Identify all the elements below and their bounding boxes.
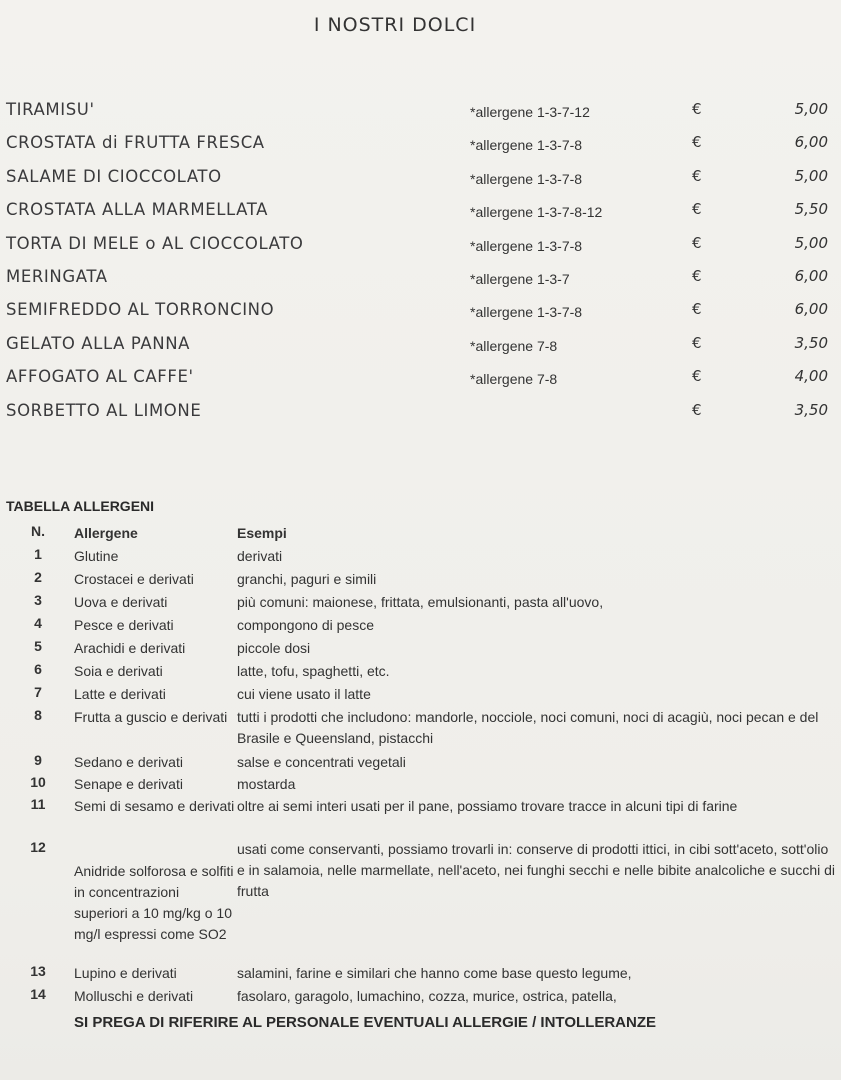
allergen-examples: usati come conservanti, possiamo trovarli in: conserve di prodotti ittici, in cibi sott'aceto, sott'olio e in salamoia, nelle marmellate, nell'aceto, nei funghi secchi e nelle bibite analcoliche e succhi di frutta <box>237 841 836 899</box>
allergen-examples: fasolaro, garagolo, lumachino, cozza, murice, ostrica, patella, <box>237 988 617 1004</box>
dessert-price: 4,00 <box>794 367 828 386</box>
menu-item <box>6 234 836 267</box>
currency-symbol: € <box>692 400 702 419</box>
dessert-allergens: *allergene 7-8 <box>470 371 558 388</box>
allergen-name: Anidride solforosa e solfiti in concentrazioni superiori a 10 mg/kg o 10 mg/l espressi come SO2 <box>74 863 234 942</box>
dessert-price: 5,00 <box>794 100 828 118</box>
header-allergen: Allergene <box>74 525 138 541</box>
currency-symbol: € <box>692 367 702 386</box>
allergen-name: Senape e derivati <box>74 776 183 792</box>
allergen-examples: derivati <box>237 548 283 564</box>
allergen-num: 10 <box>30 774 46 790</box>
currency-symbol: € <box>692 200 702 219</box>
currency-symbol: € <box>692 333 702 352</box>
allergen-name: Lupino e derivati <box>74 965 177 981</box>
dessert-name: CROSTATA di FRUTTA FRESCA <box>6 133 265 153</box>
dessert-price: 6,00 <box>794 133 828 152</box>
dessert-price: 6,00 <box>794 266 828 285</box>
menu-item <box>6 300 836 333</box>
allergen-name: Soia e derivati <box>74 663 163 679</box>
allergen-table-title: TABELLA ALLERGENI <box>6 498 155 514</box>
currency-symbol: € <box>692 300 702 319</box>
allergen-num: 9 <box>34 752 42 768</box>
allergen-num: 11 <box>30 796 46 812</box>
dessert-allergens: *allergene 1-3-7-8 <box>470 237 583 254</box>
dessert-name: AFFOGATO AL CAFFE' <box>6 367 194 387</box>
dessert-allergens: *allergene 1-3-7-8-12 <box>470 204 603 221</box>
allergen-examples: piccole dosi <box>237 640 311 656</box>
dessert-price: 6,00 <box>794 300 828 319</box>
allergen-examples: tutti i prodotti che includono: mandorle, nocciole, noci comuni, noci di acagiù, noci pecan e del Brasile e Queensland, pistacchi <box>237 709 819 746</box>
allergen-name: Latte e derivati <box>74 686 166 702</box>
dessert-price: 3,50 <box>794 400 828 419</box>
menu-item <box>6 334 836 367</box>
allergen-examples: salamini, farine e similari che hanno come base questo legume, <box>237 965 632 981</box>
dessert-name: SORBETTO AL LIMONE <box>6 400 202 420</box>
dessert-name: GELATO ALLA PANNA <box>6 333 191 353</box>
allergen-name: Sedano e derivati <box>74 754 183 770</box>
allergen-examples: oltre ai semi interi usati per il pane, possiamo trovare tracce in alcuni tipi di farine <box>237 798 738 814</box>
allergen-name: Molluschi e derivati <box>74 988 194 1004</box>
dessert-allergens: *allergene 1-3-7-8 <box>470 137 583 154</box>
allergen-num: 8 <box>34 707 42 723</box>
dessert-name: SALAME DI CIOCCOLATO <box>6 166 222 186</box>
dessert-allergens: *allergene 1-3-7-12 <box>470 104 590 120</box>
dessert-price: 5,00 <box>794 166 828 185</box>
dessert-allergens: *allergene 1-3-7-8 <box>470 304 583 321</box>
allergen-num: 6 <box>34 661 42 677</box>
menu-item <box>6 167 836 200</box>
dessert-allergens: *allergene 7-8 <box>470 337 558 354</box>
allergen-name: Semi di sesamo e derivati <box>74 798 235 814</box>
allergen-num: 14 <box>30 986 46 1002</box>
allergen-num: 3 <box>34 592 42 608</box>
dessert-allergens: *allergene 1-3-7 <box>470 270 570 287</box>
allergen-examples: latte, tofu, spaghetti, etc. <box>237 663 390 679</box>
menu-item <box>6 133 836 166</box>
dessert-price: 3,50 <box>794 333 828 352</box>
allergen-num: 12 <box>30 839 46 855</box>
allergen-name: Uova e derivati <box>74 594 168 610</box>
allergen-num: 7 <box>34 684 42 700</box>
menu-item <box>6 200 836 233</box>
allergen-examples: salse e concentrati vegetali <box>237 754 406 770</box>
header-num: N. <box>31 523 45 539</box>
allergen-name: Crostacei e derivati <box>74 571 194 587</box>
dessert-name: TORTA DI MELE o AL CIOCCOLATO <box>6 233 304 253</box>
dessert-menu <box>6 100 836 434</box>
currency-symbol: € <box>692 266 702 285</box>
dessert-name: CROSTATA ALLA MARMELLATA <box>6 200 269 220</box>
allergen-examples: cui viene usato il latte <box>237 686 371 702</box>
dessert-name: SEMIFREDDO AL TORRONCINO <box>6 300 275 320</box>
allergen-name: Glutine <box>74 548 119 564</box>
page-title: I NOSTRI DOLCI <box>313 14 477 36</box>
allergen-name: Arachidi e derivati <box>74 640 186 656</box>
allergen-num: 2 <box>34 569 42 585</box>
allergen-num: 1 <box>34 546 42 562</box>
dessert-name: TIRAMISU' <box>6 100 95 119</box>
dessert-price: 5,00 <box>794 233 828 252</box>
currency-symbol: € <box>692 133 702 152</box>
dessert-allergens: *allergene 1-3-7-8 <box>470 170 583 187</box>
menu-item <box>6 367 836 400</box>
dessert-price: 5,50 <box>794 200 828 219</box>
currency-symbol: € <box>692 233 702 252</box>
allergen-examples: mostarda <box>237 776 296 792</box>
allergen-num: 4 <box>34 615 42 631</box>
allergy-notice: SI PREGA DI RIFERIRE AL PERSONALE EVENTUALI ALLERGIE / INTOLLERANZE <box>74 1014 656 1031</box>
currency-symbol: € <box>692 100 702 118</box>
currency-symbol: € <box>692 166 702 185</box>
header-examples: Esempi <box>237 525 287 541</box>
dessert-name: MERINGATA <box>6 266 108 286</box>
allergen-name: Pesce e derivati <box>74 617 174 633</box>
allergen-examples: granchi, paguri e simili <box>237 571 377 587</box>
menu-item <box>6 401 836 434</box>
allergen-num: 13 <box>30 963 46 979</box>
allergen-num: 5 <box>34 638 42 654</box>
allergen-examples: compongono di pesce <box>237 617 374 633</box>
menu-item <box>6 267 836 300</box>
allergen-name: Frutta a guscio e derivati <box>74 709 228 725</box>
menu-item <box>6 100 836 133</box>
allergen-examples: più comuni: maionese, frittata, emulsionanti, pasta all'uovo, <box>237 594 604 610</box>
